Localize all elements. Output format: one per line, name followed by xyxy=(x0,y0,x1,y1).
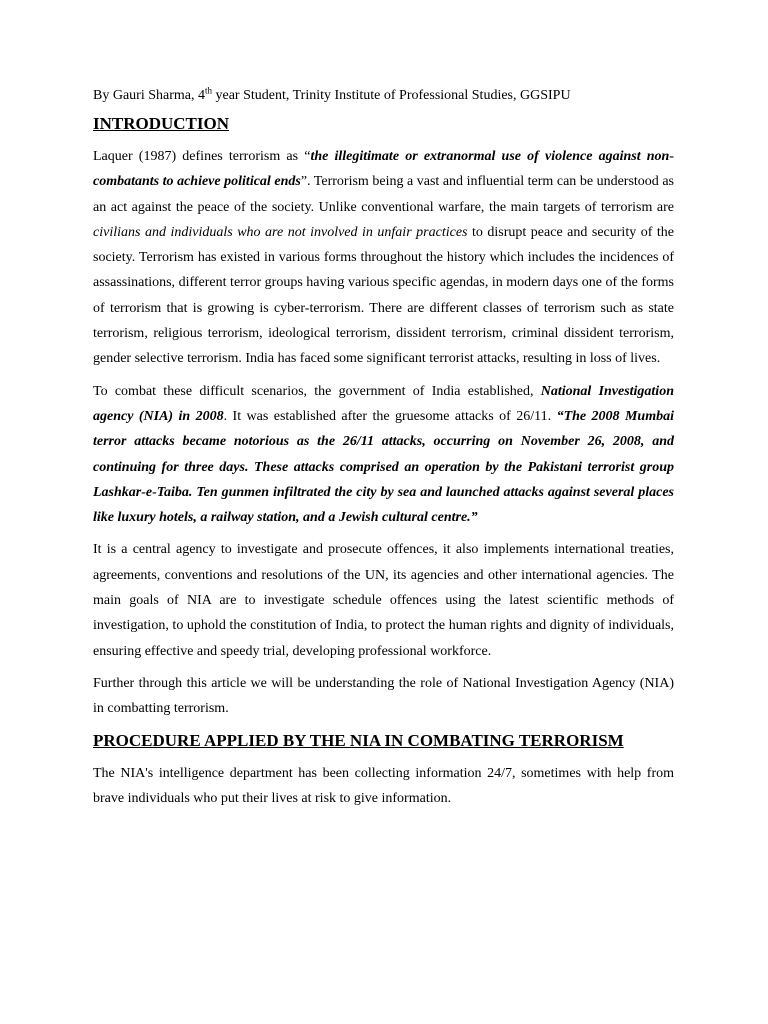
intro-paragraph-3: It is a central agency to investigate and prosecute offences, it also implements international treaties, agreements, conventions and resolutions of the UN, its agencies and other international agencies. The main goals of NIA are to investigate schedule offences using the latest scientific methods of investigation, to uphold the constitution of India, to protect the human rights and dignity of individuals, ensuring effective and speedy trial, developing professional workforce. xyxy=(93,542,674,659)
mumbai-attacks-quote: “The 2008 Mumbai terror attacks became notorious as the 26/11 attacks, occurring on November 26, 2008, and continuing for three days. These attacks comprised an operation by the Pakistani terrorist group Lashkar-e-Taiba. Ten gunmen infiltrated the city by sea and launched attacks against several places like luxury hotels, a railway station, and a Jewish cultural centre.” xyxy=(93,408,674,526)
author-byline: By Gauri Sharma, 4th year Student, Trinity Institute of Professional Studies, GGSIPU xyxy=(93,85,571,103)
terrorism-targets-emphasis: civilians and individuals who are not involved in unfair practices xyxy=(93,224,468,240)
intro-paragraph-1: Laquer (1987) defines terrorism as “the illegitimate or extranormal use of violence against non- combatants to achieve political ends”. Terrorism being a vast and influential term can be understood as an act against the peace of the society. Unlike conventional warfare, the main targets of terrorism are civilians and individuals who are not involved in unfair practices to disrupt peace and security of the society. Terrorism has existed in various forms throughout the history which includes the incidences of assassinations, different terror groups having various specific agendas, in modern days one of the forms of terrorism that is growing is cyber-terrorism. There are different classes of terrorism such as state terrorism, religious terrorism, ideological terrorism, dissident terrorism, criminal dissident terrorism, gender selective terrorism. India has faced some significant terrorist attacks, resulting in loss of lives. xyxy=(93,149,675,367)
procedure-heading: PROCEDURE APPLIED BY THE NIA IN COMBATING TERRORISM xyxy=(93,730,624,750)
introduction-heading: INTRODUCTION xyxy=(93,114,230,133)
intro-paragraph-4: Further through this article we will be understanding the role of National Investigation Agency (NIA) in combatting terrorism. xyxy=(93,675,674,717)
intro-paragraph-2: To combat these difficult scenarios, the government of India established, National Investigation agency (NIA) in 2008. It was established after the gruesome attacks of 26/11. “The 2008 Mumbai terror attacks became notorious as the 26/11 attacks, occurring on November 26, 2008, and continuing for three days. These attacks comprised an operation by the Pakistani terrorist group Lashkar-e-Taiba. Ten gunmen infiltrated the city by sea and launched attacks against several places like luxury hotels, a railway station, and a Jewish cultural centre.” xyxy=(93,383,674,526)
terrorism-definition-quote: the illegitimate or extranormal use of violence against non- combatants to achieve political ends xyxy=(93,149,675,190)
document-page xyxy=(93,86,674,818)
procedure-paragraph-1: The NIA's intelligence department has been collecting information 24/7, sometimes with help from brave individuals who put their lives at risk to give information. xyxy=(93,765,674,806)
nia-emphasis: National Investigation agency (NIA) in 2008 xyxy=(93,383,674,424)
